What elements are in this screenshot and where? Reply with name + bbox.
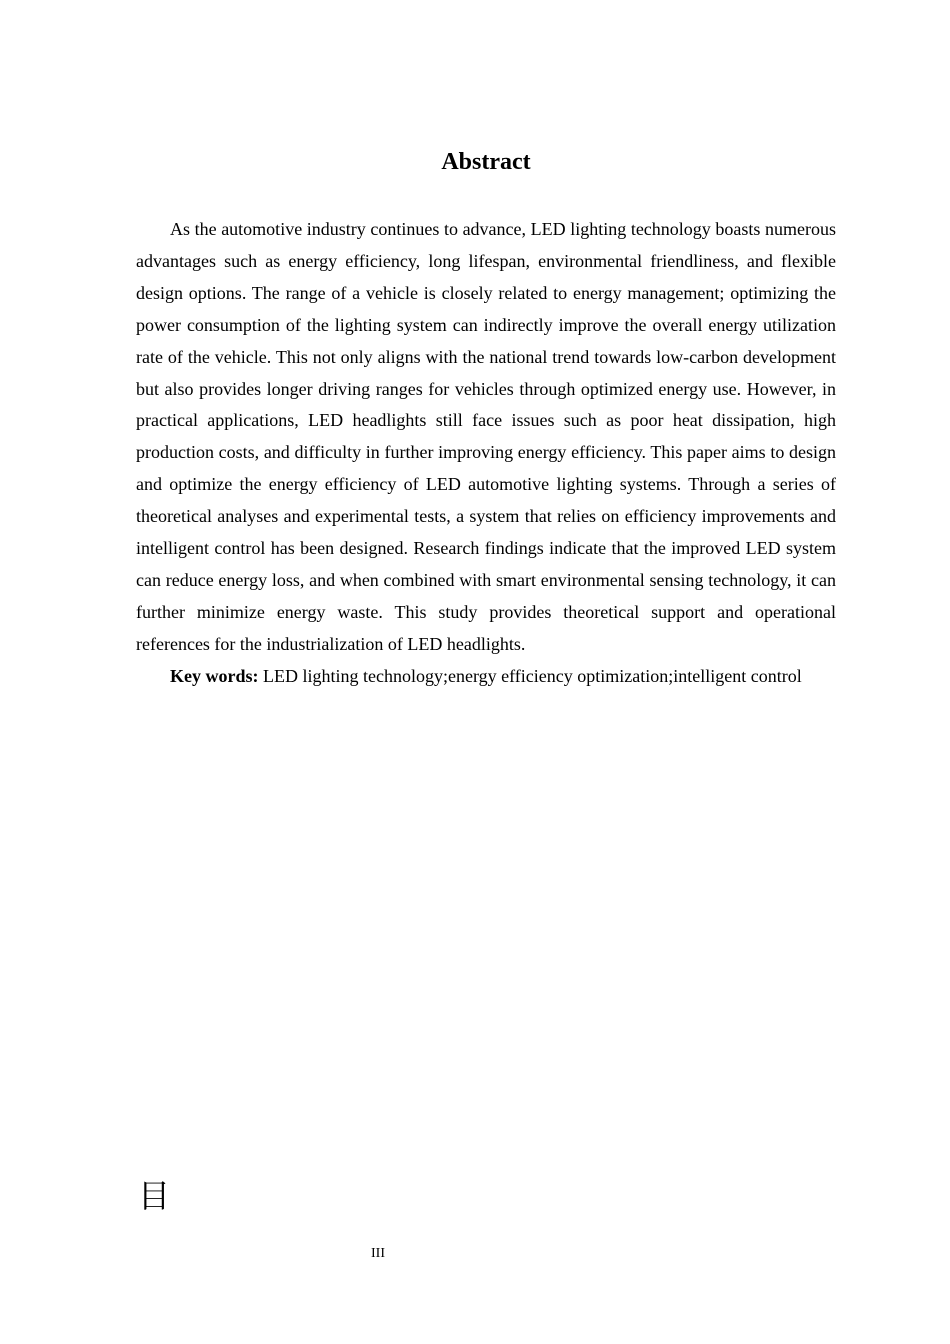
keywords-value: LED lighting technology;energy efficiency optimization;intelligent control [258,665,802,686]
keywords-label: Key words: [170,665,259,686]
abstract-body [136,214,836,693]
abstract-title: Abstract [441,149,531,175]
toc-heading-fragment: 目 [138,1177,171,1215]
abstract-paragraph: As the automotive industry continues to advance, LED lighting technology boasts numerous advantages such as energy efficiency, long lifespan, environmental friendliness, and flexible design options. The range of a vehicle is closely related to energy management; optimizing the power consumption of the lighting system can indirectly improve the overall energy utilization rate of the vehicle. This not only aligns with the national trend towards low-carbon development but also provides longer driving ranges for vehicles through optimized energy use. However, in practical applications, LED headlights still face issues such as poor heat dissipation, high production costs, and difficulty in further improving energy efficiency. This paper aims to design and optimize the energy efficiency of LED automotive lighting systems. Through a series of theoretical analyses and experimental tests, a system that relies on efficiency improvements and intelligent control has been designed. Research findings indicate that the improved LED system can reduce energy loss, and when combined with smart environmental sensing technology, it can further minimize energy waste. This study provides theoretical support and operational references for the industrialization of LED headlights. [136,219,836,654]
page-number: III [371,1246,385,1261]
keywords-paragraph [136,661,836,693]
